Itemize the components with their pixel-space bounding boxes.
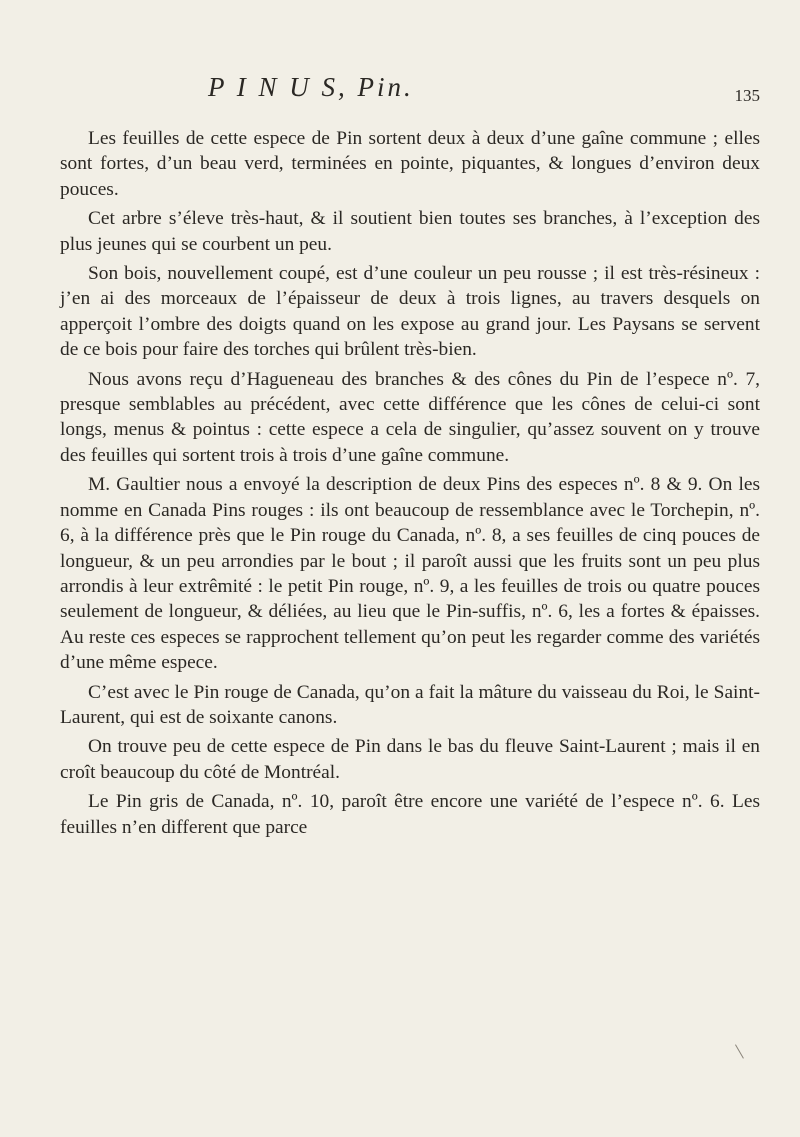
paragraph-7: On trouve peu de cette espece de Pin dans le bas du fleuve Saint-Laurent ; mais il en croît beaucoup du côté de Montréal. xyxy=(60,736,760,783)
page-header xyxy=(120,72,760,116)
running-title: P I N U S, Pin. xyxy=(208,72,414,102)
body-text xyxy=(60,126,760,844)
paragraph-2: Cet arbre s’éleve très-haut, & il soutient bien toutes ses branches, à l’exception des plus jeunes qui se courbent un peu. xyxy=(60,208,760,255)
paragraph-1: Les feuilles de cette espece de Pin sortent deux à deux d’une gaîne commune ; elles sont fortes, d’un beau verd, terminées en pointe, piquantes, & longues d’environ deux pouces. xyxy=(60,128,760,200)
paragraph-3: Son bois, nouvellement coupé, est d’une couleur un peu rousse ; il est très-résineux : j’en ai des morceaux de l’épaisseur de deux à trois lignes, au travers desquels on apperçoit l’ombre des doigts quand on les expose au grand jour. Les Paysans se servent de ce bois pour faire des torches qui brûlent très-bien. xyxy=(60,263,760,361)
page-number: 135 xyxy=(734,86,760,105)
paragraph-6: C’est avec le Pin rouge de Canada, qu’on a fait la mâture du vaisseau du Roi, le Saint-Laurent, qui est de soixante canons. xyxy=(60,681,760,728)
paragraph-4: Nous avons reçu d’Hagueneau des branches & des cônes du Pin de l’espece nº. 7, presque semblables au précédent, avec cette différence que les cônes de celui-ci sont longs, menus & pointus : cette espece a cela de singulier, qu’assez souvent on y trouve des feuilles qui sortent trois à trois d’une gaîne commune. xyxy=(60,368,760,466)
paragraph-5: M. Gaultier nous a envoyé la description de deux Pins des especes nº. 8 & 9. On les nomme en Canada Pins rouges : ils ont beaucoup de ressemblance avec le Torchepin, nº. 6, à la différence près que le Pin rouge du Canada, nº. 8, a ses feuilles de cinq pouces de longueur, & un peu arrondies par le bout ; il paroît aussi que les fruits sont un peu plus arrondis à leur extrêmité : le petit Pin rouge, nº. 9, a les feuilles de trois ou quatre pouces seulement de longueur, & déliées, au lieu que le Pin-suffis, nº. 6, les a fortes & épaisses. Au reste ces especes se rapprochent tellement qu’on peut les regarder comme des variétés d’une même espece. xyxy=(60,474,760,674)
margin-pencil-mark xyxy=(735,1037,756,1058)
paragraph-8: Le Pin gris de Canada, nº. 10, paroît être encore une variété de l’espece nº. 6. Les feuilles n’en different que parce xyxy=(60,791,760,838)
